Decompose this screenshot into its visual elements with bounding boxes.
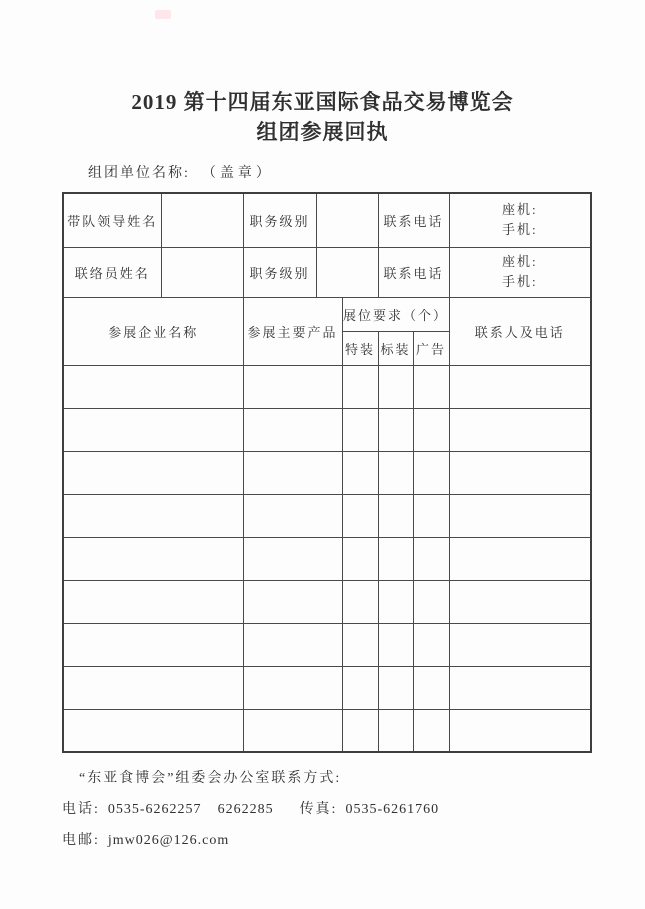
- title-line-1: 2019 第十四届东亚国际食品交易博览会: [131, 90, 514, 114]
- enterprise-row: [63, 408, 591, 451]
- liaison-rank-label: 职务级别: [243, 247, 316, 297]
- enterprise-row: [63, 494, 591, 537]
- booth-ad-cell: [413, 451, 449, 494]
- enterprise-name-cell: [63, 365, 243, 408]
- products-cell: [243, 494, 342, 537]
- enterprise-name-cell: [63, 494, 243, 537]
- enterprise-row: [63, 623, 591, 666]
- booth-ad-cell: [413, 709, 449, 752]
- scan-artifact: [155, 10, 171, 19]
- products-cell: [243, 666, 342, 709]
- enterprise-row: [63, 451, 591, 494]
- column-header-row: [63, 297, 591, 331]
- document-title: [0, 87, 645, 147]
- email-label: 电邮:: [62, 833, 100, 848]
- booth-special-cell: [342, 666, 378, 709]
- contact-person-header: 联系人及电话: [449, 297, 591, 365]
- liaison-landline-label: 座机:: [501, 253, 538, 269]
- leader-rank-value-cell: [316, 193, 378, 247]
- liaison-row: [63, 247, 591, 297]
- products-cell: [243, 623, 342, 666]
- contact-cell: [449, 494, 591, 537]
- booth-ad-cell: [413, 623, 449, 666]
- enterprise-name-cell: [63, 537, 243, 580]
- booth-ad-cell: [413, 580, 449, 623]
- contact-cell: [449, 537, 591, 580]
- contact-cell: [449, 623, 591, 666]
- enterprise-name-header: 参展企业名称: [63, 297, 243, 365]
- booth-special-cell: [342, 580, 378, 623]
- booth-standard-header: 标装: [378, 331, 413, 365]
- phone-number-2: 6262285: [217, 802, 274, 817]
- enterprise-row: [63, 666, 591, 709]
- booth-special-cell: [342, 709, 378, 752]
- products-cell: [243, 365, 342, 408]
- enterprise-row: [63, 365, 591, 408]
- liaison-rank-value-cell: [316, 247, 378, 297]
- fax-number: 0535-6261760: [345, 802, 440, 817]
- booth-special-cell: [342, 451, 378, 494]
- seal-label: （盖章）: [201, 166, 274, 181]
- booth-special-cell: [342, 623, 378, 666]
- liaison-mobile-label: 手机:: [501, 274, 538, 289]
- enterprise-name-cell: [63, 408, 243, 451]
- booth-special-cell: [342, 537, 378, 580]
- enterprise-name-cell: [63, 666, 243, 709]
- booth-requirement-header: 展位要求（个）: [342, 297, 449, 331]
- booth-ad-cell: [413, 494, 449, 537]
- enterprise-name-cell: [63, 623, 243, 666]
- enterprise-row: [63, 580, 591, 623]
- booth-special-cell: [342, 365, 378, 408]
- leader-row: [63, 193, 591, 247]
- liaison-phone-value-cell: [449, 247, 591, 297]
- booth-ad-cell: [413, 537, 449, 580]
- enterprise-row: [63, 537, 591, 580]
- booth-standard-cell: [378, 537, 413, 580]
- main-products-header: 参展主要产品: [243, 297, 342, 365]
- leader-name-label: 带队领导姓名: [63, 193, 161, 247]
- liaison-name-label: 联络员姓名: [63, 247, 161, 297]
- unit-name-line: [88, 162, 274, 182]
- booth-standard-cell: [378, 623, 413, 666]
- products-cell: [243, 580, 342, 623]
- products-cell: [243, 408, 342, 451]
- leader-rank-label: 职务级别: [243, 193, 316, 247]
- leader-mobile-label: 手机:: [501, 222, 538, 238]
- booth-standard-cell: [378, 580, 413, 623]
- footer-email-line: [62, 829, 229, 849]
- booth-ad-header: 广告: [413, 331, 449, 365]
- footer-contact-heading: “东亚食博会”组委会办公室联系方式:: [79, 771, 342, 786]
- booth-special-cell: [342, 494, 378, 537]
- liaison-name-value-cell: [161, 247, 243, 297]
- booth-ad-cell: [413, 365, 449, 408]
- email-address: jmw026@126.com: [107, 833, 230, 848]
- footer-phone-line: [62, 798, 439, 818]
- leader-landline-label: 座机:: [501, 202, 538, 218]
- title-line-2: 组团参展回执: [256, 120, 389, 144]
- booth-special-cell: [342, 408, 378, 451]
- booth-standard-cell: [378, 365, 413, 408]
- booth-standard-cell: [378, 451, 413, 494]
- leader-phone-label: 联系电话: [378, 193, 449, 247]
- enterprise-row: [63, 709, 591, 752]
- enterprise-name-cell: [63, 709, 243, 752]
- booth-standard-cell: [378, 709, 413, 752]
- phone-number-1: 0535-6262257: [107, 802, 202, 817]
- contact-cell: [449, 408, 591, 451]
- leader-phone-value-cell: [449, 193, 591, 247]
- unit-name-label: 组团单位名称:: [88, 166, 190, 181]
- booth-special-header: 特装: [342, 331, 378, 365]
- booth-ad-cell: [413, 408, 449, 451]
- products-cell: [243, 709, 342, 752]
- products-cell: [243, 451, 342, 494]
- liaison-phone-label: 联系电话: [378, 247, 449, 297]
- enterprise-name-cell: [63, 580, 243, 623]
- contact-cell: [449, 709, 591, 752]
- enterprise-name-cell: [63, 451, 243, 494]
- contact-cell: [449, 365, 591, 408]
- leader-name-value-cell: [161, 193, 243, 247]
- phone-label: 电话:: [62, 802, 100, 817]
- registration-table: [62, 192, 592, 753]
- booth-standard-cell: [378, 494, 413, 537]
- products-cell: [243, 537, 342, 580]
- fax-label: 传真:: [299, 802, 338, 817]
- contact-cell: [449, 666, 591, 709]
- booth-standard-cell: [378, 408, 413, 451]
- contact-cell: [449, 451, 591, 494]
- booth-ad-cell: [413, 666, 449, 709]
- booth-standard-cell: [378, 666, 413, 709]
- contact-cell: [449, 580, 591, 623]
